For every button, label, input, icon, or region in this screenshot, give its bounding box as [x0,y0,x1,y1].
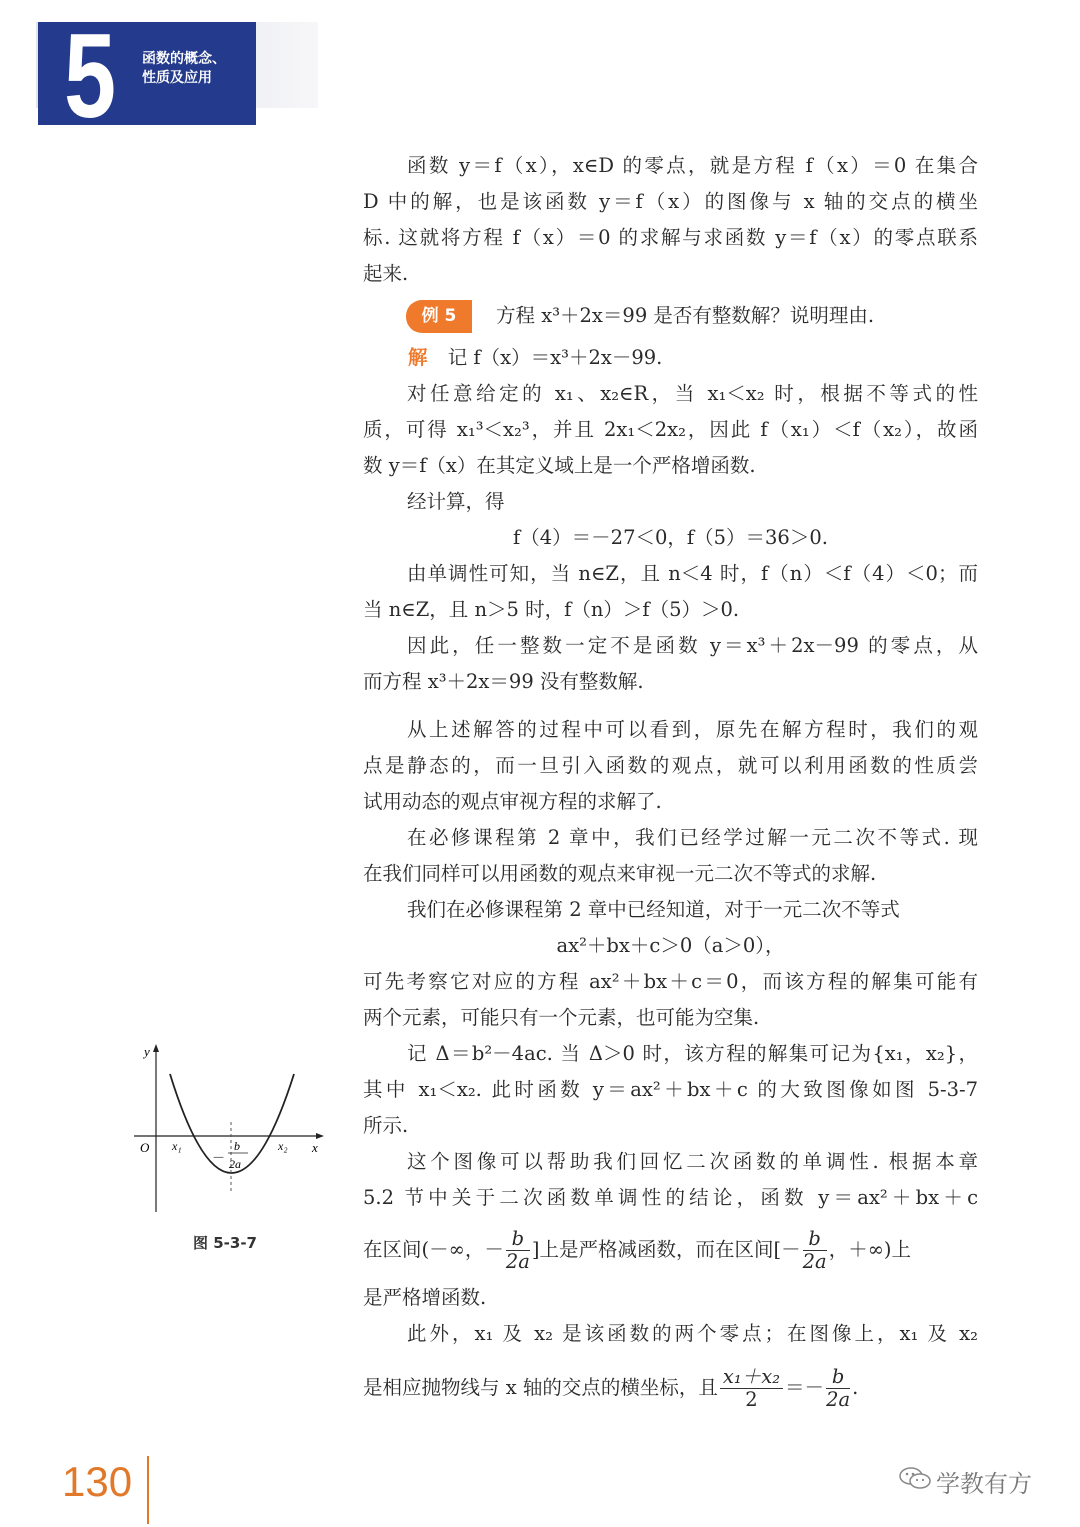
intro-line: 函数 y＝f（x），x∈D 的零点，就是方程 f（x）＝0 在集合 [407,154,978,177]
y-label: y [144,1044,150,1059]
fraction-numerator: b [506,1228,530,1251]
body-line: 可先考察它对应的方程 ax²＋bx＋c＝0，而该方程的解集可能有 [363,970,978,993]
example-question: 方程 x³＋2x＝99 是否有整数解？说明理由. [496,304,875,327]
body-line: 点是静态的，而一旦引入函数的观点，就可以利用函数的性质尝 [363,754,978,777]
intro-line: 标. 这就将方程 f（x）＝0 的求解与求函数 y＝f（x）的零点联系 [363,226,978,249]
body-line: 在我们同样可以用函数的观点来审视一元二次不等式的求解. [363,862,877,885]
x-label: x [312,1140,318,1155]
intro-line: D 中的解，也是该函数 y＝f（x）的图像与 x 轴的交点的横坐 [363,190,978,213]
solution-text-line: 而方程 x³＋2x＝99 没有整数解. [363,670,644,693]
x1-label: x₁ [172,1139,182,1153]
watermark-text: 学教有方 [936,1470,1032,1498]
2a-label: 2a [229,1157,241,1171]
body-line: 在必修课程第 2 章中，我们已经学过解一元二次不等式. 现 [407,826,978,849]
fraction [506,1228,530,1273]
chapter-number: 5 [64,9,117,143]
body-line: 其中 x₁＜x₂. 此时函数 y＝ax²＋bx＋c 的大致图像如图 5-3-7 [363,1078,978,1101]
body-line: 是严格增函数. [363,1286,487,1309]
solution-label: 解 [408,346,428,369]
fraction [803,1228,827,1273]
intro-line: 起来. [363,262,409,285]
body-line: 从上述解答的过程中可以看到，原先在解方程时，我们的观 [407,718,978,741]
interval-text: 在区间 [363,1238,422,1261]
fraction-numerator: b [826,1366,850,1389]
interval-right: [－ [773,1238,801,1261]
chapter-title [142,50,262,88]
solution-text-line: 对任意给定的 x₁、x₂∈R，当 x₁＜x₂ 时，根据不等式的性 [407,382,978,405]
page-number-rule [147,1456,149,1524]
example-badge: 例 5 [406,300,472,333]
b-label: b [234,1139,240,1153]
wechat-icon [898,1466,932,1490]
fraction-numerator: x₁＋x₂ [720,1366,783,1389]
body-line: 5.2 节中关于二次函数单调性的结论，函数 y＝ax²＋bx＋c [363,1186,978,1209]
parabola-figure [128,1040,328,1220]
solution-text: 记 f（x）＝x³＋2x－99. [447,346,663,369]
calculation-formula: f（4）＝－27＜0，f（5）＝36＞0. [513,526,828,549]
body-line: 这个图像可以帮助我们回忆二次函数的单调性. 根据本章 [407,1150,978,1173]
vertex-text: 是相应抛物线与 x 轴的交点的横坐标，且 [363,1376,718,1399]
solution-text-line: 当 n∈Z，且 n＞5 时，f（n）＞f（5）＞0. [363,598,740,621]
interval-left: (－∞，－ [421,1238,504,1261]
body-line: 记 Δ＝b²－4ac. 当 Δ＞0 时，该方程的解集可记为{x₁，x₂}， [407,1042,978,1065]
solution-text-line: 由单调性可知，当 n∈Z，且 n＜4 时，f（n）＜f（4）＜0；而 [407,562,978,585]
x-axis-arrow [316,1133,324,1139]
chapter-title-line2: 性质及应用 [142,70,212,86]
fraction [826,1366,850,1411]
equals-sign: ＝－ [785,1376,825,1399]
period: . [852,1376,859,1399]
body-line: 所示. [363,1114,409,1137]
figure-caption: 图 5-3-7 [193,1234,257,1252]
fraction [720,1366,783,1411]
fraction-numerator: b [803,1228,827,1251]
solution-text-line: 数 y＝f（x）在其定义域上是一个严格增函数. [363,454,756,477]
fraction-denominator: 2a [826,1388,851,1411]
interval-text: ]上是严格减函数，而在区间 [531,1238,774,1261]
page-number: 130 [62,1458,133,1505]
body-line: 试用动态的观点审视方程的求解了. [363,790,662,813]
body-line: 我们在必修课程第 2 章中已经知道，对于一元二次不等式 [407,898,900,921]
interval-line [363,1224,978,1276]
solution-text-line: 经计算，得 [407,490,505,513]
inequality-formula: ax²＋bx＋c＞0（a＞0）， [556,934,785,957]
fraction-denominator: 2a [802,1250,827,1273]
solution-text-line: 因此，任一整数一定不是函数 y＝x³＋2x－99 的零点，从 [407,634,978,657]
fraction-denominator: 2 [745,1388,758,1411]
minus-label: － [212,1150,226,1165]
body-line: 两个元素，可能只有一个元素，也可能为空集. [363,1006,760,1029]
fraction-denominator: 2a [505,1250,530,1273]
chapter-title-line1: 函数的概念、 [142,51,226,67]
y-axis-arrow [153,1044,159,1052]
interval-text: ，＋∞)上 [828,1238,912,1261]
origin-label: O [140,1140,150,1155]
solution-line [408,340,968,376]
vertex-line [363,1362,978,1414]
body-line: 此外，x₁ 及 x₂ 是该函数的两个零点；在图像上，x₁ 及 x₂ [407,1322,978,1345]
solution-text-line: 质，可得 x₁³＜x₂³，并且 2x₁＜2x₂，因此 f（x₁）＜f（x₂），故函 [363,418,978,441]
x2-label: x₂ [278,1139,288,1153]
